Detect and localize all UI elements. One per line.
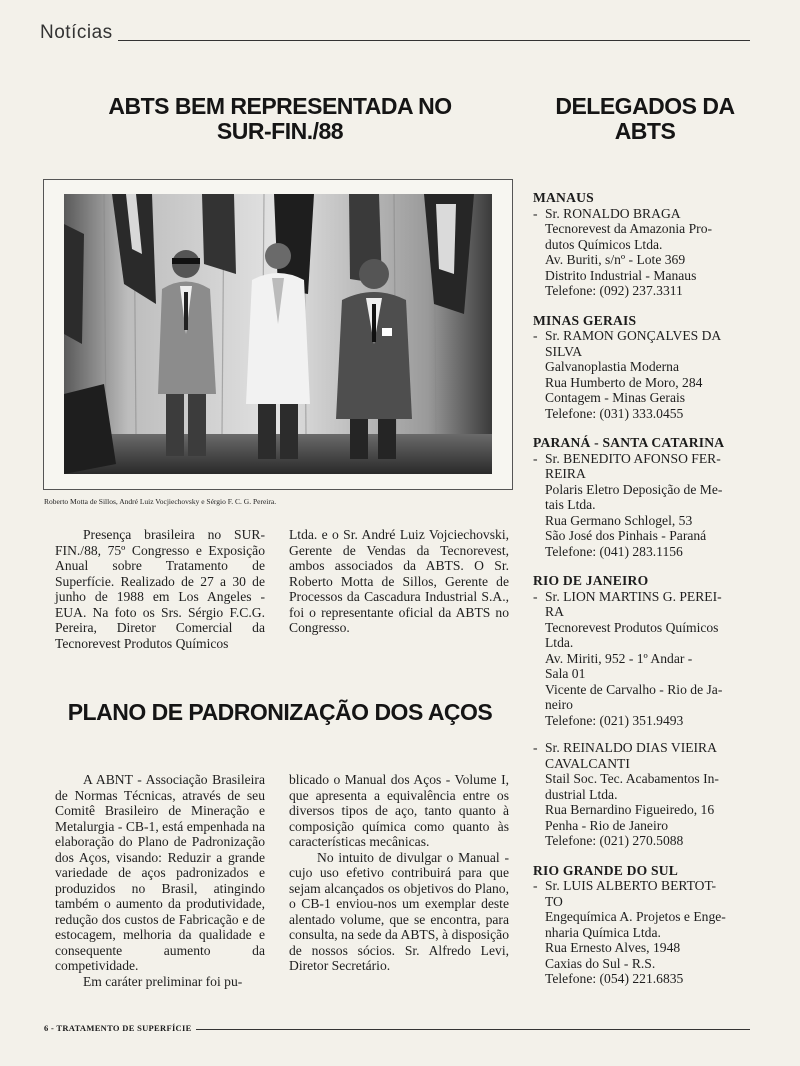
delegate-detail-line: Distrito Industrial - Manaus bbox=[545, 267, 697, 283]
delegate-entry bbox=[533, 878, 755, 987]
delegate-detail-line: Rua Ernesto Alves, 1948 bbox=[545, 940, 681, 955]
region-name: PARANÁ - SANTA CATARINA bbox=[533, 435, 725, 450]
delegate-detail-line: Telefone: (021) 351.9493 bbox=[545, 712, 684, 728]
region-name: RIO DE JANEIRO bbox=[533, 573, 649, 588]
region-name: MANAUS bbox=[533, 190, 594, 205]
delegate-entry bbox=[533, 328, 755, 421]
article-plano-paragraph: A ABNT - Associação Brasileira de Normas Técnicas, através de seu Comitê Brasileiro de Mineração e Metalurgia - CB-1, está empenhada na elaboração do Plano de Padronização dos Aços, visando: Reduzir a grande variedade de aços padronizados e produzidos no Brasil, atingindo também o aumento da produtividade, redução dos custos de Fabricação e de estocagem, melhoria da qualidade e consequente aumento da competividade. bbox=[55, 772, 265, 973]
delegate-region bbox=[533, 190, 755, 299]
article-plano-paragraph: Em caráter preliminar foi pu- bbox=[83, 973, 243, 989]
delegate-detail-line: Rua Germano Schlogel, 53 bbox=[545, 512, 693, 528]
delegate-name: REIRA bbox=[545, 466, 586, 481]
photo-frame bbox=[43, 179, 513, 490]
delegate-name: - Sr. LION MARTINS G. PEREI- bbox=[533, 589, 755, 605]
article-plano-column-2 bbox=[289, 772, 509, 974]
delegate-name: RA bbox=[545, 604, 564, 619]
delegate-name: CAVALCANTI bbox=[545, 755, 630, 771]
photo-caption: Roberto Motta de Sillos, André Luiz Vocjiechovsky e Sérgio F. C. G. Pereira. bbox=[44, 497, 277, 506]
delegate-detail-line: Av. Buriti, s/nº - Lote 369 bbox=[545, 252, 686, 267]
article-title-abts: ABTS BEM REPRESENTADA NO SUR-FIN./88 bbox=[108, 93, 452, 144]
delegate-region bbox=[533, 863, 755, 987]
delegate-detail-line: Telefone: (041) 283.1156 bbox=[545, 543, 683, 559]
article-plano-paragraph: blicado o Manual dos Aços - Volume I, que apresenta a equivalência entre os diversos tipos de aço, tanto quanto à composição química como quanto às características mecânicas. bbox=[289, 772, 509, 849]
delegate-detail-line: Engequímica A. Projetos e Enge- bbox=[545, 909, 726, 924]
delegate-name: TO bbox=[545, 893, 563, 909]
delegate-region bbox=[533, 313, 755, 422]
delegate-detail-line: Caxias do Sul - R.S. bbox=[545, 955, 656, 971]
delegate-detail-line: dustrial Ltda. bbox=[545, 786, 618, 802]
delegate-detail-line: Galvanoplastia Moderna bbox=[545, 359, 680, 374]
delegate-detail-line: Ltda. bbox=[545, 635, 574, 650]
delegates-list bbox=[533, 190, 755, 1001]
delegate-name: - Sr. LUIS ALBERTO BERTOT- bbox=[533, 878, 755, 894]
delegate-region bbox=[533, 573, 755, 849]
article-plano-column-1 bbox=[55, 772, 265, 989]
delegate-entry bbox=[533, 206, 755, 299]
delegate-detail-line: Rua Humberto de Moro, 284 bbox=[545, 374, 703, 390]
delegate-name: - Sr. RONALDO BRAGA bbox=[533, 206, 755, 222]
delegate-detail-line: Tecnorevest da Amazonia Pro- bbox=[545, 221, 713, 236]
delegate-detail-line: Vicente de Carvalho - Rio de Ja- bbox=[545, 681, 723, 697]
delegate-detail-line: São José dos Pinhais - Paraná bbox=[545, 528, 707, 543]
delegate-detail-line: Sala 01 bbox=[545, 666, 586, 681]
delegate-entry bbox=[533, 740, 755, 849]
photo-three-men-with-flags bbox=[64, 194, 492, 474]
delegates-title: DELEGADOS DA ABTS bbox=[555, 93, 735, 144]
article-abts-column-1 bbox=[55, 527, 265, 651]
delegate-detail-line: Telefone: (054) 221.6835 bbox=[545, 971, 684, 986]
delegate-detail-line: dutos Químicos Ltda. bbox=[545, 236, 663, 252]
region-name: MINAS GERAIS bbox=[533, 312, 637, 328]
section-label: Notícias bbox=[40, 22, 113, 43]
header-rule bbox=[118, 40, 750, 41]
article-plano-paragraph: No intuito de divulgar o Manual - cujo uso efetivo contribuirá para que sejam alcançados os objetivos do Plano, o CB-1 enviou-nos um exemplar deste alentado volume, que se encontra, para consulta, na sede da ABTS, à disposição de nossos sócios. Sr. Alfredo Levi, Diretor Secretário. bbox=[289, 849, 509, 973]
delegate-name: - Sr. RAMON GONÇALVES DA bbox=[533, 328, 755, 344]
article-abts-column-2 bbox=[289, 527, 509, 636]
delegate-detail-line: Telefone: (031) 333.0455 bbox=[545, 405, 684, 421]
region-name: RIO GRANDE DO SUL bbox=[533, 862, 679, 878]
delegate-detail-line: tais Ltda. bbox=[545, 497, 596, 512]
delegate-name: - Sr. BENEDITO AFONSO FER- bbox=[533, 451, 755, 467]
article-title-plano: PLANO DE PADRONIZAÇÃO DOS AÇOS bbox=[67, 699, 493, 725]
article-abts-paragraph: Ltda. e o Sr. André Luiz Vojciechovski, Gerente de Vendas da Tecnorevest, ambos associados da ABTS. O Sr. Roberto Motta de Sillos, Gerente de Processos da Cascadura Industrial S.A., foi o representante oficial da ABTS no Congresso. bbox=[289, 527, 509, 635]
delegate-detail-line: Telefone: (092) 237.3311 bbox=[545, 283, 683, 298]
delegate-detail-line: neiro bbox=[545, 697, 573, 712]
delegate-name: SILVA bbox=[545, 343, 583, 359]
delegate-region bbox=[533, 435, 755, 559]
footer-page-label: 6 - TRATAMENTO DE SUPERFÍCIE bbox=[44, 1023, 192, 1033]
delegate-detail-line: Telefone: (021) 270.5088 bbox=[545, 833, 684, 848]
delegate-detail-line: Av. Miriti, 952 - 1º Andar - bbox=[545, 650, 693, 666]
delegate-detail-line: Rua Bernardino Figueiredo, 16 bbox=[545, 802, 715, 817]
delegate-entry bbox=[533, 589, 755, 729]
delegate-detail-line: Penha - Rio de Janeiro bbox=[545, 817, 669, 833]
delegate-detail-line: nharia Química Ltda. bbox=[545, 924, 661, 940]
article-abts-paragraph: Presença brasileira no SUR-FIN./88, 75º Congresso e Exposição Anual sobre Tratamento de Superfície. Realizado de 27 a 30 de junho de 1988 em Los Angeles - EUA. Na foto os Srs. Sérgio F.C.G. Pereira, Diretor Comercial da Tecnorevest Produtos Químicos bbox=[55, 527, 265, 651]
footer-rule bbox=[196, 1029, 750, 1030]
delegate-detail-line: Tecnorevest Produtos Químicos bbox=[545, 619, 719, 635]
delegate-detail-line: Contagem - Minas Gerais bbox=[545, 390, 686, 405]
delegate-detail-line: Stail Soc. Tec. Acabamentos In- bbox=[545, 771, 719, 786]
delegate-name: - Sr. REINALDO DIAS VIEIRA bbox=[533, 740, 755, 756]
delegate-entry bbox=[533, 451, 755, 560]
delegate-detail-line: Polaris Eletro Deposição de Me- bbox=[545, 481, 723, 497]
